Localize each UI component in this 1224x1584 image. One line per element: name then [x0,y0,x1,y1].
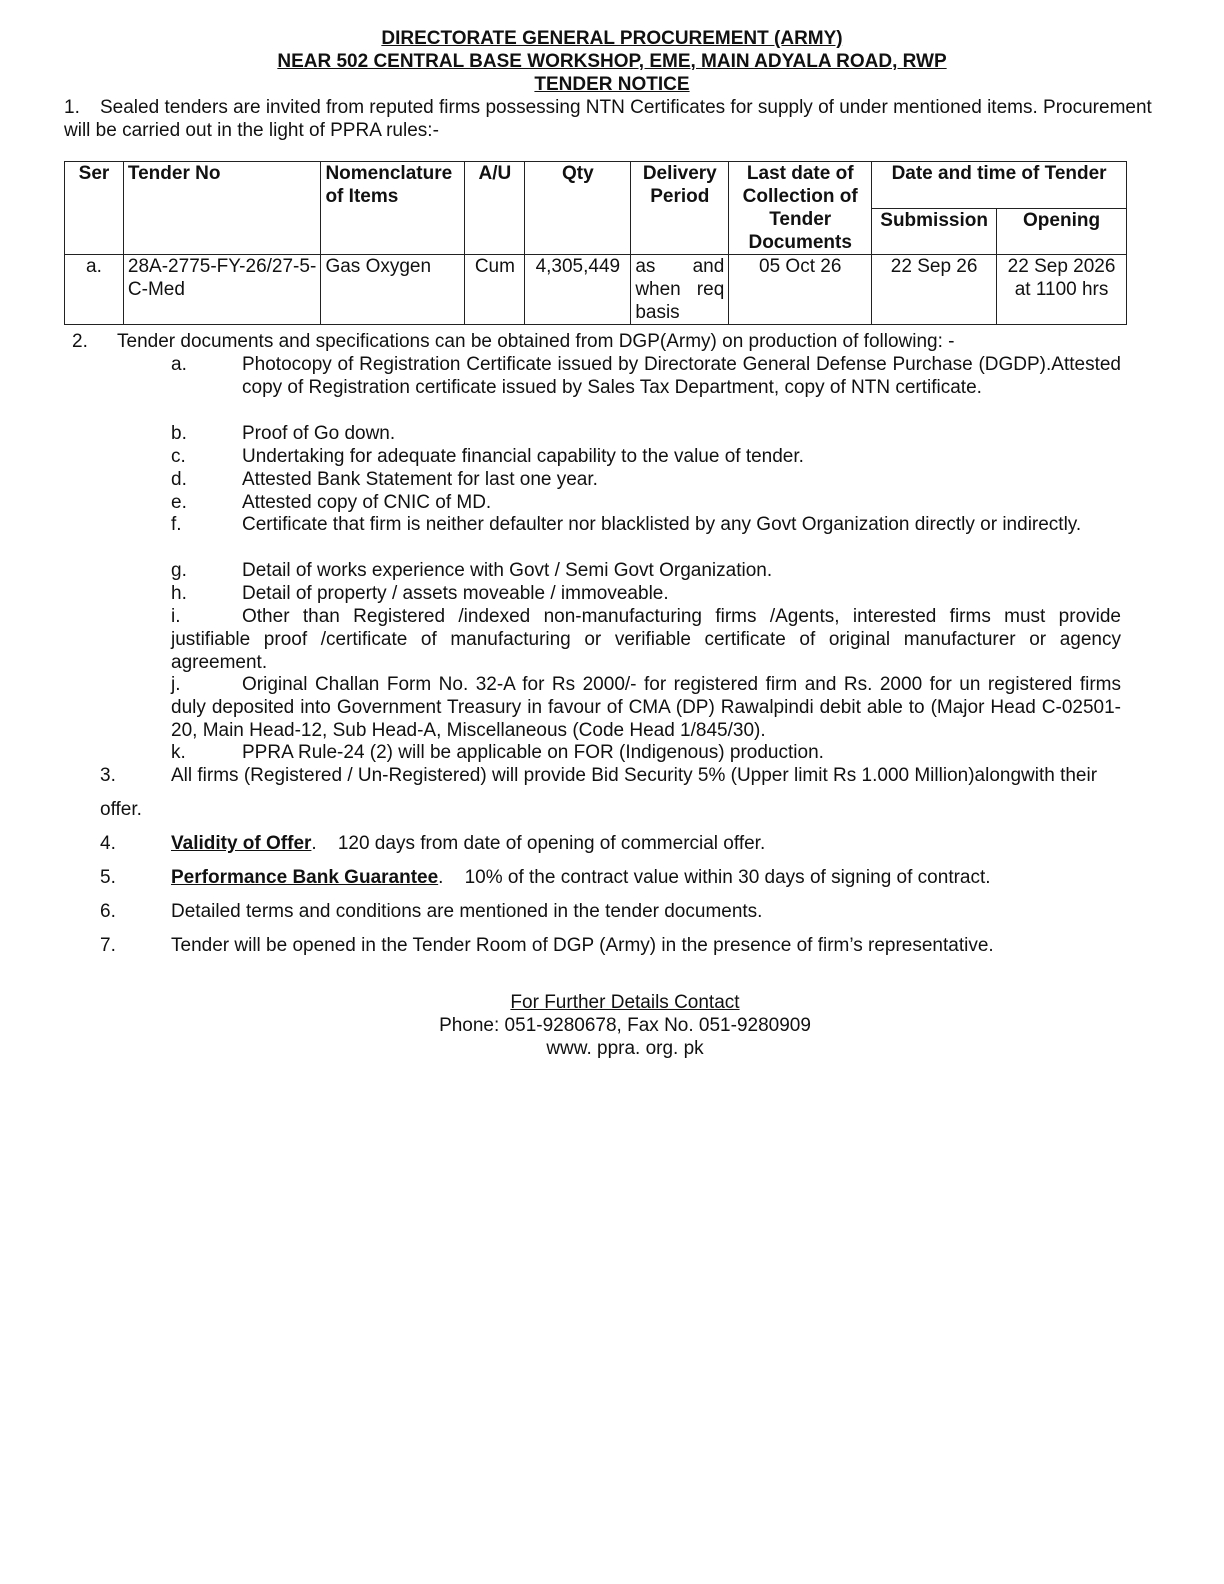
list-item-letter: f. [171,514,182,535]
list-item-text: Attested Bank Statement for last one year. [242,469,598,490]
paragraph-7-text: Tender will be opened in the Tender Room of DGP (Army) in the presence of firm’s representative. [171,935,994,956]
header-au: A/U [465,162,525,255]
cell-delivery: as and when req basis [631,255,729,325]
header-last-date: Last date of Collection of Tender Documents [729,162,872,255]
list-item [171,673,1121,742]
cell-ser: a. [65,255,124,325]
list-item [171,513,1121,559]
header-qty: Qty [525,162,631,255]
cell-tender-no: 28A-2775-FY-26/27-5-C-Med [123,255,321,325]
list-item [171,468,1121,491]
header-submission: Submission [872,208,997,255]
paragraph-3-number: 3. [100,765,116,786]
paragraph-text: Tender documents and specifications can be obtained from DGP(Army) on production of following: - [117,331,955,352]
list-item [171,605,1121,674]
cell-submission: 22 Sep 26 [872,255,997,325]
header-delivery: Delivery Period [631,162,729,255]
list-item-text: Other than Registered /indexed non-manufacturing firms /Agents, interested firms must provide justifiable proof /certificate of manufacturing or verifiable certificate of original manufacturer or agency agreement. [171,606,1121,673]
list-item-text: Original Challan Form No. 32-A for Rs 2000/- for registered firm and Rs. 2000 for un registered firms duly deposited into Government Treasury in favour of CMA (DP) Rawalpindi debit able to (Major Head C-02501-20, Main Head-12, Sub Head-A, Miscellaneous (Code Head 1/845/30). [171,674,1121,741]
paragraph-5-number: 5. [100,867,116,888]
contact-phone: Phone: 051-9280678, Fax No. 051-9280909 [439,1015,811,1036]
paragraph-3-text: All firms (Registered / Un-Registered) will provide Bid Security 5% (Upper limit Rs 1.000 Million)alongwith their [171,765,1098,786]
list-item [171,445,1121,468]
list-item-letter: c. [171,446,186,467]
list-item-text: Undertaking for adequate financial capability to the value of tender. [242,446,804,467]
list-item [171,582,1121,605]
header-tender-no: Tender No [123,162,321,255]
cell-last-date: 05 Oct 26 [729,255,872,325]
list-item-text: PPRA Rule-24 (2) will be applicable on FOR (Indigenous) production. [242,742,824,763]
header-title: DIRECTORATE GENERAL PROCUREMENT (ARMY) [381,28,843,49]
list-item-letter: d. [171,469,187,490]
paragraph-3-continuation: offer. [100,799,142,820]
cell-opening: 22 Sep 2026 at 1100 hrs [997,255,1127,325]
paragraph-4-number: 4. [100,833,116,854]
header-opening: Opening [997,208,1127,255]
paragraph-number: 1. [64,97,80,118]
list-item-letter: e. [171,492,187,513]
paragraph-6-text: Detailed terms and conditions are mentioned in the tender documents. [171,901,763,922]
list-item-letter: b. [171,423,187,444]
list-item-text: Attested copy of CNIC of MD. [242,492,492,513]
contact-heading: For Further Details Contact [510,992,740,1013]
header-date-time: Date and time of Tender [872,162,1127,209]
paragraph-2 [72,330,1132,353]
paragraph-6-number: 6. [100,901,116,922]
guarantee-text: 10% of the contract value within 30 days of signing of contract. [464,867,991,888]
list-item [171,741,1121,764]
list-item-letter: a. [171,354,187,375]
validity-label: Validity of Offer [171,833,312,854]
cell-au: Cum [465,255,525,325]
guarantee-label: Performance Bank Guarantee [171,867,439,888]
paragraph-7-number: 7. [100,935,116,956]
tender-table [64,161,1127,325]
list-item-text: Detail of works experience with Govt / Semi Govt Organization. [242,560,773,581]
list-item [171,353,1121,422]
paragraph-4: Validity of Offer. 120 days from date of opening of commercial offer. [171,833,766,854]
table-header-row [65,162,1127,209]
list-item-letter: g. [171,560,187,581]
list-item-text: Photocopy of Registration Certificate issued by Directorate General Defense Purchase (DGDP).Attested copy of Registration certificate issued by Sales Tax Department, copy of NTN certificate. [242,354,1121,398]
list-item [171,559,1121,582]
list-item [171,491,1121,514]
validity-text: 120 days from date of opening of commercial offer. [337,833,766,854]
list-item-letter: h. [171,583,187,604]
cell-qty: 4,305,449 [525,255,631,325]
list-item-text: Certificate that firm is neither defaulter nor blacklisted by any Govt Organization directly or indirectly. [242,514,1082,535]
list-item [171,422,1121,445]
list-item-text: Proof of Go down. [242,423,396,444]
paragraph-number: 2. [72,331,88,352]
header-ser: Ser [65,162,124,255]
contact-website: www. ppra. org. pk [546,1038,704,1059]
list-item-letter: j. [171,674,181,695]
table-row [65,255,1127,325]
header-address: NEAR 502 CENTRAL BASE WORKSHOP, EME, MAIN ADYALA ROAD, RWP [277,51,947,72]
paragraph-5: Performance Bank Guarantee. 10% of the contract value within 30 days of signing of contract. [171,867,991,888]
list-item-letter: i. [171,606,181,627]
header-nomenclature: Nomenclature of Items [321,162,465,255]
paragraph-1 [64,96,1160,142]
list-item-letter: k. [171,742,186,763]
paragraph-text: Sealed tenders are invited from reputed firms possessing NTN Certificates for supply of under mentioned items. Procurement will be carried out in the light of PPRA rules:- [64,97,1152,141]
header-notice-title: TENDER NOTICE [534,74,690,95]
cell-nomenclature: Gas Oxygen [321,255,465,325]
list-item-text: Detail of property / assets moveable / immoveable. [242,583,669,604]
